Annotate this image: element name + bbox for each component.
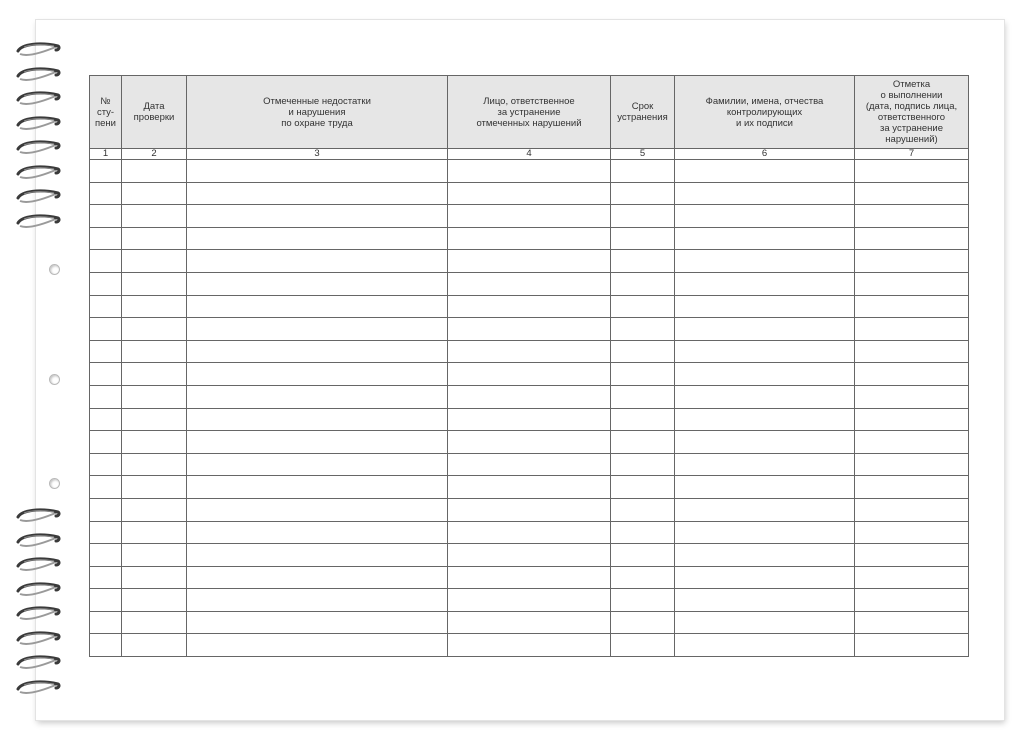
empty-cell <box>187 363 448 386</box>
empty-cell <box>448 476 611 499</box>
empty-cell <box>675 589 855 612</box>
empty-cell <box>855 634 969 657</box>
empty-cell <box>855 431 969 454</box>
empty-cell <box>611 363 675 386</box>
empty-cell <box>675 385 855 408</box>
empty-cell <box>675 363 855 386</box>
empty-cell <box>675 566 855 589</box>
table-row <box>90 589 969 612</box>
table-row <box>90 318 969 341</box>
empty-cell <box>855 566 969 589</box>
empty-cell <box>611 476 675 499</box>
empty-cell <box>90 182 122 205</box>
empty-cell <box>611 521 675 544</box>
empty-cell <box>675 453 855 476</box>
empty-cell <box>448 160 611 183</box>
empty-cell <box>611 611 675 634</box>
spiral-coil-icon <box>14 582 62 598</box>
empty-cell <box>855 205 969 228</box>
empty-cell <box>122 476 187 499</box>
empty-cell <box>611 544 675 567</box>
empty-cell <box>855 521 969 544</box>
empty-cell <box>675 498 855 521</box>
empty-cell <box>855 476 969 499</box>
empty-cell <box>187 634 448 657</box>
spiral-coil-icon <box>14 631 62 647</box>
spiral-coil-icon <box>14 680 62 696</box>
spiral-coil-icon <box>14 533 62 549</box>
empty-cell <box>122 363 187 386</box>
empty-cell <box>90 295 122 318</box>
table-row <box>90 385 969 408</box>
empty-cell <box>448 227 611 250</box>
empty-cell <box>675 476 855 499</box>
empty-cell <box>187 160 448 183</box>
table-row <box>90 250 969 273</box>
empty-cell <box>448 498 611 521</box>
empty-cell <box>90 272 122 295</box>
table-row <box>90 544 969 567</box>
empty-cell <box>187 272 448 295</box>
empty-cell <box>611 498 675 521</box>
header-inspection-date: Дата проверки <box>122 76 187 149</box>
empty-cell <box>675 160 855 183</box>
empty-cell <box>448 431 611 454</box>
spiral-coil-icon <box>14 116 62 132</box>
spiral-coil-icon <box>14 655 62 671</box>
empty-cell <box>448 295 611 318</box>
empty-cell <box>611 431 675 454</box>
empty-cell <box>855 589 969 612</box>
empty-cell <box>675 295 855 318</box>
table-row <box>90 182 969 205</box>
empty-cell <box>122 385 187 408</box>
empty-cell <box>90 611 122 634</box>
empty-cell <box>122 431 187 454</box>
column-number: 3 <box>187 149 448 160</box>
empty-cell <box>90 340 122 363</box>
empty-cell <box>611 566 675 589</box>
empty-cell <box>122 160 187 183</box>
empty-cell <box>855 318 969 341</box>
empty-cell <box>122 182 187 205</box>
empty-cell <box>187 498 448 521</box>
journal-body <box>90 160 969 657</box>
empty-cell <box>448 634 611 657</box>
empty-cell <box>611 453 675 476</box>
empty-cell <box>122 589 187 612</box>
column-number: 1 <box>90 149 122 160</box>
empty-cell <box>122 227 187 250</box>
table-row <box>90 634 969 657</box>
spiral-coil-icon <box>14 189 62 205</box>
empty-cell <box>90 160 122 183</box>
empty-cell <box>90 476 122 499</box>
empty-cell <box>187 318 448 341</box>
empty-cell <box>855 385 969 408</box>
punch-hole <box>49 374 60 385</box>
empty-cell <box>448 385 611 408</box>
empty-cell <box>122 544 187 567</box>
empty-cell <box>187 295 448 318</box>
empty-cell <box>90 566 122 589</box>
empty-cell <box>90 544 122 567</box>
empty-cell <box>187 182 448 205</box>
empty-cell <box>122 205 187 228</box>
empty-cell <box>855 453 969 476</box>
header-responsible-person: Лицо, ответственное за устранение отмеченных нарушений <box>448 76 611 149</box>
column-number-row <box>90 149 969 160</box>
empty-cell <box>611 160 675 183</box>
empty-cell <box>187 205 448 228</box>
column-number: 7 <box>855 149 969 160</box>
empty-cell <box>675 431 855 454</box>
table-row <box>90 340 969 363</box>
empty-cell <box>122 521 187 544</box>
empty-cell <box>448 589 611 612</box>
empty-cell <box>611 272 675 295</box>
empty-cell <box>187 385 448 408</box>
empty-cell <box>611 182 675 205</box>
empty-cell <box>448 363 611 386</box>
table-row <box>90 611 969 634</box>
empty-cell <box>90 431 122 454</box>
empty-cell <box>448 521 611 544</box>
header-completion-mark: Отметка о выполнении (дата, подпись лица, ответственного за устранение нарушений) <box>855 76 969 149</box>
empty-cell <box>855 408 969 431</box>
inspection-journal-table <box>89 75 969 657</box>
empty-cell <box>448 205 611 228</box>
empty-cell <box>90 453 122 476</box>
empty-cell <box>448 408 611 431</box>
empty-cell <box>448 340 611 363</box>
empty-cell <box>187 566 448 589</box>
empty-cell <box>675 544 855 567</box>
table-row <box>90 272 969 295</box>
empty-cell <box>675 408 855 431</box>
empty-cell <box>855 498 969 521</box>
header-row <box>90 76 969 149</box>
empty-cell <box>611 385 675 408</box>
empty-cell <box>855 295 969 318</box>
table-row <box>90 408 969 431</box>
empty-cell <box>187 589 448 612</box>
empty-cell <box>122 498 187 521</box>
empty-cell <box>448 272 611 295</box>
empty-cell <box>448 453 611 476</box>
empty-cell <box>448 611 611 634</box>
empty-cell <box>448 182 611 205</box>
empty-cell <box>675 521 855 544</box>
empty-cell <box>855 227 969 250</box>
empty-cell <box>90 589 122 612</box>
empty-cell <box>855 182 969 205</box>
empty-cell <box>611 205 675 228</box>
table-row <box>90 453 969 476</box>
empty-cell <box>855 272 969 295</box>
empty-cell <box>187 544 448 567</box>
empty-cell <box>675 272 855 295</box>
empty-cell <box>122 318 187 341</box>
table-row <box>90 476 969 499</box>
empty-cell <box>675 318 855 341</box>
header-inspectors: Фамилии, имена, отчества контролирующих и их подписи <box>675 76 855 149</box>
empty-cell <box>122 408 187 431</box>
empty-cell <box>611 250 675 273</box>
empty-cell <box>611 589 675 612</box>
empty-cell <box>448 544 611 567</box>
empty-cell <box>448 250 611 273</box>
column-number: 2 <box>122 149 187 160</box>
header-step-number: № сту- пени <box>90 76 122 149</box>
empty-cell <box>187 476 448 499</box>
punch-hole <box>49 478 60 489</box>
spiral-coil-icon <box>14 42 62 58</box>
empty-cell <box>122 453 187 476</box>
empty-cell <box>90 634 122 657</box>
header-deadline: Срок устранения <box>611 76 675 149</box>
spiral-coil-icon <box>14 91 62 107</box>
table-row <box>90 205 969 228</box>
spiral-coil-icon <box>14 606 62 622</box>
empty-cell <box>611 340 675 363</box>
empty-cell <box>187 453 448 476</box>
spiral-coil-icon <box>14 140 62 156</box>
empty-cell <box>611 227 675 250</box>
empty-cell <box>90 408 122 431</box>
empty-cell <box>187 521 448 544</box>
empty-cell <box>90 385 122 408</box>
empty-cell <box>675 182 855 205</box>
table-row <box>90 566 969 589</box>
column-number: 6 <box>675 149 855 160</box>
empty-cell <box>675 611 855 634</box>
empty-cell <box>90 318 122 341</box>
empty-cell <box>122 634 187 657</box>
empty-cell <box>855 160 969 183</box>
empty-cell <box>675 250 855 273</box>
empty-cell <box>611 295 675 318</box>
empty-cell <box>122 611 187 634</box>
empty-cell <box>855 363 969 386</box>
empty-cell <box>187 431 448 454</box>
empty-cell <box>675 227 855 250</box>
table-row <box>90 431 969 454</box>
empty-cell <box>122 272 187 295</box>
empty-cell <box>122 566 187 589</box>
empty-cell <box>90 250 122 273</box>
empty-cell <box>90 498 122 521</box>
empty-cell <box>187 250 448 273</box>
empty-cell <box>90 363 122 386</box>
empty-cell <box>855 250 969 273</box>
punch-hole <box>49 264 60 275</box>
table-row <box>90 363 969 386</box>
header-violations: Отмеченные недостатки и нарушения по охране труда <box>187 76 448 149</box>
table-row <box>90 521 969 544</box>
empty-cell <box>90 205 122 228</box>
table-row <box>90 227 969 250</box>
spiral-coil-icon <box>14 165 62 181</box>
column-number: 4 <box>448 149 611 160</box>
empty-cell <box>611 408 675 431</box>
empty-cell <box>675 205 855 228</box>
spiral-coil-icon <box>14 508 62 524</box>
column-number: 5 <box>611 149 675 160</box>
spiral-coil-icon <box>14 67 62 83</box>
empty-cell <box>122 250 187 273</box>
empty-cell <box>187 611 448 634</box>
empty-cell <box>448 318 611 341</box>
spiral-coil-icon <box>14 557 62 573</box>
empty-cell <box>675 340 855 363</box>
empty-cell <box>855 611 969 634</box>
empty-cell <box>122 340 187 363</box>
empty-cell <box>187 340 448 363</box>
table-row <box>90 295 969 318</box>
table-row <box>90 160 969 183</box>
empty-cell <box>448 566 611 589</box>
empty-cell <box>90 521 122 544</box>
empty-cell <box>187 227 448 250</box>
empty-cell <box>855 340 969 363</box>
empty-cell <box>90 227 122 250</box>
empty-cell <box>855 544 969 567</box>
empty-cell <box>122 295 187 318</box>
spiral-coil-icon <box>14 214 62 230</box>
empty-cell <box>675 634 855 657</box>
empty-cell <box>611 318 675 341</box>
empty-cell <box>611 634 675 657</box>
table-row <box>90 498 969 521</box>
empty-cell <box>187 408 448 431</box>
